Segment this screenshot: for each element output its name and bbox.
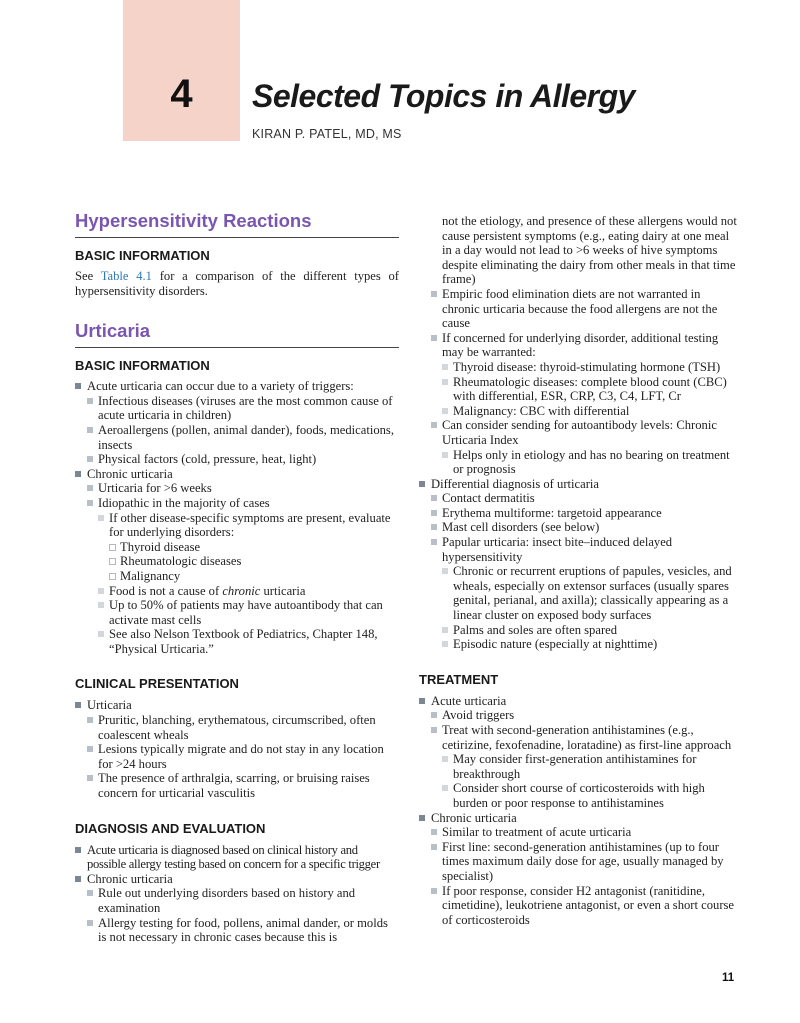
list-item-text: Palms and soles are often spared xyxy=(453,622,618,637)
list-item-text: Can consider sending for autoantibody levels: Chronic Urticaria Index xyxy=(442,418,717,447)
square-bullet-icon xyxy=(431,712,437,718)
square-bullet-icon xyxy=(442,627,448,633)
list-item xyxy=(442,623,739,638)
paragraph-text: for a comparison of the different types of hypersensitivity disorders. xyxy=(75,269,400,298)
square-bullet-icon xyxy=(442,641,448,647)
section-title-urticaria: Urticaria xyxy=(75,320,399,348)
list-item xyxy=(87,423,399,452)
square-bullet-icon xyxy=(87,500,93,506)
square-bullet-icon xyxy=(75,876,81,882)
list-item xyxy=(87,481,399,496)
list-item xyxy=(431,331,739,419)
square-bullet-icon xyxy=(442,756,448,762)
list-item xyxy=(87,742,399,771)
list-item-text: Urticaria xyxy=(87,698,132,713)
list-item-text: Rheumatologic diseases xyxy=(120,554,242,569)
list-item xyxy=(75,379,399,467)
square-bullet-icon xyxy=(87,746,93,752)
list-item-text: Treat with second-generation antihistamines (e.g., cetirizine, fexofenadine, loratadine) as first-line approach xyxy=(442,723,732,752)
square-bullet-icon xyxy=(442,408,448,414)
hollow-square-bullet-icon xyxy=(109,573,116,580)
square-bullet-icon xyxy=(98,602,104,608)
list-item-text: Mast cell disorders (see below) xyxy=(442,520,600,535)
table-4-1-link[interactable]: Table 4.1 xyxy=(100,269,152,283)
list-item xyxy=(431,214,739,287)
square-bullet-icon xyxy=(431,829,437,835)
list-item-text: Allergy testing for food, pollens, animal dander, or molds is not necessary in chronic cases because this is xyxy=(98,915,388,945)
list-item-text: Urticaria for >6 weeks xyxy=(98,481,212,496)
diagnosis-list-continued xyxy=(419,214,739,652)
subheading-diagnosis-evaluation: DIAGNOSIS AND EVALUATION xyxy=(75,820,266,836)
list-item-text: Chronic urticaria xyxy=(431,810,517,825)
list-item-text: Malignancy xyxy=(120,568,181,583)
square-bullet-icon xyxy=(431,888,437,894)
list-item-text: Erythema multiforme: targetoid appearance xyxy=(442,505,662,520)
list-item xyxy=(98,598,399,627)
list-item-text: If poor response, consider H2 antagonist (ranitidine, cimetidine), leukotriene antagonist, or even a short course of corticosteroids xyxy=(442,883,735,927)
subheading-treatment: TREATMENT xyxy=(419,671,499,687)
diagnosis-list xyxy=(75,843,399,945)
list-item xyxy=(431,491,739,506)
list-item xyxy=(109,569,399,584)
list-item xyxy=(98,511,399,584)
list-item-text: Up to 50% of patients may have autoantibody that can activate mast cells xyxy=(109,598,383,627)
hollow-square-bullet-icon xyxy=(109,544,116,551)
hollow-square-bullet-icon xyxy=(109,558,116,565)
clinical-presentation-list xyxy=(75,698,399,800)
square-bullet-icon xyxy=(442,568,448,574)
subheading-basic-information: BASIC INFORMATION xyxy=(75,248,210,263)
square-bullet-icon xyxy=(431,524,437,530)
square-bullet-icon xyxy=(75,383,81,389)
list-item-text: Chronic urticaria xyxy=(87,871,173,886)
list-item xyxy=(431,535,739,652)
list-item-text: Thyroid disease xyxy=(120,539,201,554)
list-item-text: Similar to treatment of acute urticaria xyxy=(442,825,632,840)
chapter-number: 4 xyxy=(170,72,193,116)
list-item xyxy=(87,771,399,800)
square-bullet-icon xyxy=(419,815,425,821)
list-item-text: Physical factors (cold, pressure, heat, light) xyxy=(98,452,317,467)
square-bullet-icon xyxy=(431,335,437,341)
list-item xyxy=(442,637,739,652)
square-bullet-icon xyxy=(87,485,93,491)
list-item-text: See also Nelson Textbook of Pediatrics, Chapter 148, “Physical Urticaria.” xyxy=(109,627,378,656)
list-item xyxy=(419,694,739,811)
square-bullet-icon xyxy=(431,495,437,501)
list-item-text: First line: second-generation antihistamines (up to four times maximum daily dose for age, usually managed by specialist) xyxy=(442,839,724,883)
list-item xyxy=(75,843,399,872)
list-item xyxy=(109,540,399,555)
list-item xyxy=(87,916,399,945)
list-item xyxy=(87,886,399,915)
square-bullet-icon xyxy=(442,452,448,458)
list-item-text: Chronic urticaria xyxy=(87,466,173,481)
list-item-text: Rule out underlying disorders based on history and examination xyxy=(98,886,356,915)
list-item-text: Malignancy: CBC with differential xyxy=(453,403,630,418)
list-item-text: If concerned for underlying disorder, additional testing may be warranted: xyxy=(442,330,719,360)
list-item xyxy=(442,564,739,622)
list-item-text: Papular urticaria: insect bite–induced delayed hypersensitivity xyxy=(442,535,673,564)
list-item-text: Food is not a cause of xyxy=(109,583,223,598)
list-item xyxy=(419,477,739,652)
chapter-author: KIRAN P. PATEL, MD, MS xyxy=(252,127,402,141)
chapter-title: Selected Topics in Allergy xyxy=(252,78,635,114)
list-item xyxy=(87,452,399,467)
list-item-text: Contact dermatitis xyxy=(442,491,535,506)
list-item xyxy=(431,723,739,811)
square-bullet-icon xyxy=(87,427,93,433)
square-bullet-icon xyxy=(87,398,93,404)
list-item xyxy=(431,418,739,476)
list-item-text: Rheumatologic diseases: complete blood count (CBC) with differential, ESR, CRP, C3, C4, LFT, Cr xyxy=(453,374,727,404)
square-bullet-icon xyxy=(87,920,93,926)
paragraph-text: See xyxy=(75,269,101,283)
list-item-text: Chronic or recurrent eruptions of papules, vesicles, and wheals, especially on extensor surfaces (usually spares genital, perianal, and axilla); classically appearing as a linear cluster on exposed body surfaces xyxy=(453,564,732,623)
list-item-text: Helps only in etiology and has no bearing on treatment or prognosis xyxy=(453,447,730,477)
list-item-text: Pruritic, blanching, erythematous, circumscribed, often coalescent wheals xyxy=(98,713,376,742)
list-item xyxy=(87,496,399,657)
list-item-text: urticaria xyxy=(260,583,306,598)
list-item xyxy=(442,360,739,375)
square-bullet-icon xyxy=(419,481,425,487)
square-bullet-icon xyxy=(419,698,425,704)
square-bullet-icon xyxy=(75,847,81,853)
square-bullet-icon xyxy=(431,539,437,545)
list-item xyxy=(442,375,739,404)
square-bullet-icon xyxy=(431,844,437,850)
list-item-text: Differential diagnosis of urticaria xyxy=(431,476,599,491)
list-item xyxy=(98,584,399,599)
list-item-text: Consider short course of corticosteroids with high burden or poor response to antihistamines xyxy=(453,781,705,810)
square-bullet-icon xyxy=(431,727,437,733)
list-item-text: Thyroid disease: thyroid-stimulating hormone (TSH) xyxy=(453,359,721,374)
treatment-list xyxy=(419,694,739,928)
list-item-text: Acute urticaria is diagnosed based on clinical history and possible allergy testing based on concern for a specific trigger xyxy=(87,842,380,872)
list-item xyxy=(75,698,399,800)
section-title-hypersensitivity: Hypersensitivity Reactions xyxy=(75,210,399,238)
list-item-text: Idiopathic in the majority of cases xyxy=(98,495,270,510)
square-bullet-icon xyxy=(431,510,437,516)
page-number: 11 xyxy=(722,972,735,984)
list-item-text: Acute urticaria can occur due to a variety of triggers: xyxy=(87,379,354,394)
list-item xyxy=(419,214,739,477)
square-bullet-icon xyxy=(442,785,448,791)
list-item xyxy=(109,554,399,569)
list-item xyxy=(431,506,739,521)
left-column xyxy=(75,210,399,945)
list-item xyxy=(419,811,739,928)
square-bullet-icon xyxy=(87,775,93,781)
square-bullet-icon xyxy=(98,588,104,594)
list-item xyxy=(431,840,739,884)
list-item-text: Empiric food elimination diets are not warranted in chronic urticaria because the food allergens are not the cause xyxy=(442,286,718,331)
list-item-text: The presence of arthralgia, scarring, or bruising raises concern for urticarial vasculitis xyxy=(98,771,370,801)
square-bullet-icon xyxy=(87,456,93,462)
list-item xyxy=(431,287,739,331)
list-item xyxy=(87,713,399,742)
list-item xyxy=(442,781,739,810)
square-bullet-icon xyxy=(98,515,104,521)
subheading-basic-information: BASIC INFORMATION xyxy=(75,358,210,374)
list-item xyxy=(431,520,739,535)
chapter-number-box xyxy=(123,0,240,141)
square-bullet-icon xyxy=(75,471,81,477)
square-bullet-icon xyxy=(442,379,448,385)
list-item-text: If other disease-specific symptoms are present, evaluate for underlying disorders: xyxy=(109,510,391,540)
square-bullet-icon xyxy=(431,422,437,428)
subheading-clinical-presentation: CLINICAL PRESENTATION xyxy=(75,676,239,692)
list-item-text: Avoid triggers xyxy=(442,708,515,723)
right-column xyxy=(419,214,739,927)
square-bullet-icon xyxy=(431,291,437,297)
list-item-text: Infectious diseases (viruses are the most common cause of acute urticaria in children) xyxy=(98,393,393,423)
list-item xyxy=(442,752,739,781)
square-bullet-icon xyxy=(87,717,93,723)
list-item xyxy=(431,884,739,928)
list-item xyxy=(431,825,739,840)
list-item-text: not the etiology, and presence of these allergens would not cause persistent symptoms (e.g., eating dairy at one meal in a day would not lead to >6 weeks of hive symptoms despite eliminating the dairy from other meals in that time frame) xyxy=(442,214,737,287)
basic-info-list xyxy=(75,379,399,656)
list-item-text: Episodic nature (especially at nighttime) xyxy=(453,637,658,652)
square-bullet-icon xyxy=(75,702,81,708)
list-item xyxy=(442,404,739,419)
list-item-text: May consider first-generation antihistamines for breakthrough xyxy=(453,752,697,781)
emphasis-text: chronic xyxy=(222,583,261,598)
list-item xyxy=(442,448,739,477)
square-bullet-icon xyxy=(87,890,93,896)
list-item xyxy=(87,394,399,423)
square-bullet-icon xyxy=(442,364,448,370)
list-item-text: Aeroallergens (pollen, animal dander), foods, medications, insects xyxy=(98,422,394,452)
list-item-text: Lesions typically migrate and do not stay in any location for >24 hours xyxy=(98,742,384,771)
list-item xyxy=(75,467,399,657)
list-item xyxy=(75,872,399,945)
hypersensitivity-paragraph xyxy=(75,269,399,298)
list-item xyxy=(431,708,739,723)
list-item-text: Acute urticaria xyxy=(431,693,507,708)
list-item xyxy=(98,627,399,656)
square-bullet-icon xyxy=(98,631,104,637)
